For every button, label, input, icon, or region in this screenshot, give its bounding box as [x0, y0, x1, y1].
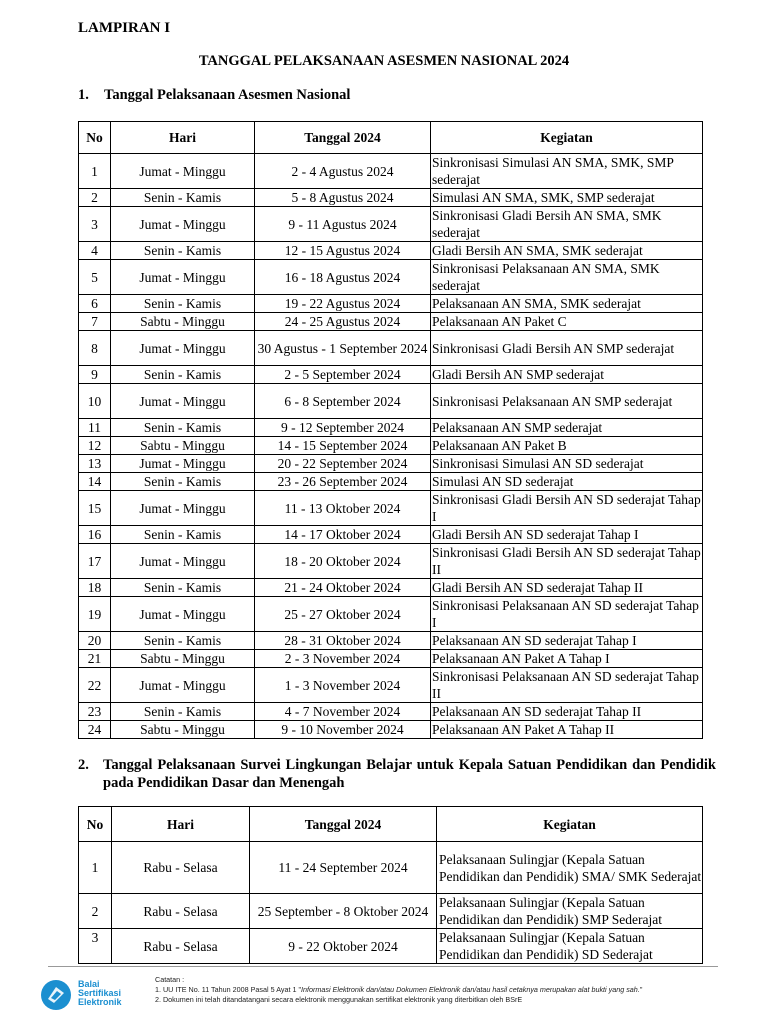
cell-tanggal: 4 - 7 November 2024 [255, 703, 431, 721]
cell-kegiatan: Pelaksanaan AN Paket A Tahap I [431, 650, 703, 668]
cell-kegiatan: Sinkronisasi Pelaksanaan AN SMP sederajat [431, 384, 703, 419]
header-kegiatan: Kegiatan [437, 807, 703, 842]
cell-no: 14 [79, 473, 111, 491]
schedule-table-asesmen [78, 121, 703, 739]
table-row [79, 473, 703, 491]
cell-kegiatan: Pelaksanaan AN SD sederajat Tahap I [431, 632, 703, 650]
catatan-label: Catatan : [155, 975, 185, 984]
table-row [79, 419, 703, 437]
table-row [79, 544, 703, 579]
cell-hari: Senin - Kamis [111, 295, 255, 313]
cell-tanggal: 5 - 8 Agustus 2024 [255, 189, 431, 207]
cell-hari: Senin - Kamis [111, 703, 255, 721]
table-row [79, 260, 703, 295]
lampiran-label: LAMPIRAN I [78, 20, 171, 36]
cell-no: 17 [79, 544, 111, 579]
cell-hari: Sabtu - Minggu [111, 721, 255, 739]
bsre-logo-text [78, 980, 122, 1007]
cell-tanggal: 11 - 13 Oktober 2024 [255, 491, 431, 526]
logo-line: Sertifikasi [78, 988, 122, 998]
table-row [79, 491, 703, 526]
cell-no: 19 [79, 597, 111, 632]
cell-no: 2 [79, 894, 112, 929]
table-row [79, 526, 703, 544]
table-row [79, 632, 703, 650]
cell-kegiatan: Sinkronisasi Gladi Bersih AN SMP sederajat [431, 331, 703, 366]
cell-tanggal: 2 - 3 November 2024 [255, 650, 431, 668]
cell-hari: Senin - Kamis [111, 473, 255, 491]
cell-kegiatan: Simulasi AN SD sederajat [431, 473, 703, 491]
cell-no: 3 [79, 929, 112, 964]
note-1: 1. UU ITE No. 11 Tahun 2008 Pasal 5 Ayat 1 "Informasi Elektronik dan/atau Dokumen Elektronik dan/atau hasil cetaknya merupakan alat bukti yang sah." [155, 985, 643, 994]
table-row [79, 650, 703, 668]
logo-line: Balai [78, 979, 100, 989]
section-2-heading [78, 756, 716, 792]
table-row [79, 929, 703, 964]
table-row [79, 384, 703, 419]
cell-no: 2 [79, 189, 111, 207]
cell-tanggal: 25 September - 8 Oktober 2024 [250, 894, 437, 929]
cell-hari: Jumat - Minggu [111, 154, 255, 189]
cell-tanggal: 23 - 26 September 2024 [255, 473, 431, 491]
logo-line: Elektronik [78, 997, 122, 1007]
cell-no: 1 [79, 154, 111, 189]
cell-kegiatan: Pelaksanaan AN Paket A Tahap II [431, 721, 703, 739]
cell-hari: Jumat - Minggu [111, 455, 255, 473]
cell-hari: Jumat - Minggu [111, 668, 255, 703]
header-hari: Hari [111, 122, 255, 154]
cell-no: 3 [79, 207, 111, 242]
table-row [79, 842, 703, 894]
table-row [79, 242, 703, 260]
cell-tanggal: 20 - 22 September 2024 [255, 455, 431, 473]
cell-no: 21 [79, 650, 111, 668]
table-row [79, 894, 703, 929]
cell-kegiatan: Sinkronisasi Pelaksanaan AN SD sederajat Tahap II [431, 668, 703, 703]
cell-kegiatan: Pelaksanaan Sulingjar (Kepala Satuan Pendidikan dan Pendidik) SMP Sederajat [437, 894, 703, 929]
cell-no: 16 [79, 526, 111, 544]
table-header-row [79, 807, 703, 842]
cell-hari: Jumat - Minggu [111, 260, 255, 295]
cell-kegiatan: Sinkronisasi Pelaksanaan AN SMA, SMK sederajat [431, 260, 703, 295]
cell-no: 1 [79, 842, 112, 894]
cell-kegiatan: Gladi Bersih AN SMA, SMK sederajat [431, 242, 703, 260]
cell-hari: Sabtu - Minggu [111, 650, 255, 668]
cell-hari: Jumat - Minggu [111, 331, 255, 366]
cell-tanggal: 25 - 27 Oktober 2024 [255, 597, 431, 632]
table-row [79, 207, 703, 242]
cell-hari: Senin - Kamis [111, 242, 255, 260]
table-row [79, 668, 703, 703]
cell-hari: Sabtu - Minggu [111, 313, 255, 331]
table-row [79, 455, 703, 473]
cell-no: 12 [79, 437, 111, 455]
header-hari: Hari [112, 807, 250, 842]
header-no: No [79, 122, 111, 154]
cell-kegiatan: Gladi Bersih AN SD sederajat Tahap I [431, 526, 703, 544]
cell-tanggal: 21 - 24 Oktober 2024 [255, 579, 431, 597]
cell-no: 10 [79, 384, 111, 419]
cell-kegiatan: Sinkronisasi Simulasi AN SD sederajat [431, 455, 703, 473]
cell-no: 7 [79, 313, 111, 331]
table-row [79, 579, 703, 597]
table-row [79, 597, 703, 632]
cell-tanggal: 11 - 24 September 2024 [250, 842, 437, 894]
table-row [79, 366, 703, 384]
note-2: 2. Dokumen ini telah ditandatangani secara elektronik menggunakan sertifikat elektronik yang diterbitkan oleh BSrE [155, 995, 523, 1004]
footer-divider [48, 966, 718, 967]
header-tanggal: Tanggal 2024 [250, 807, 437, 842]
cell-kegiatan: Pelaksanaan AN SMP sederajat [431, 419, 703, 437]
cell-no: 24 [79, 721, 111, 739]
cell-tanggal: 14 - 17 Oktober 2024 [255, 526, 431, 544]
cell-hari: Jumat - Minggu [111, 384, 255, 419]
cell-tanggal: 9 - 11 Agustus 2024 [255, 207, 431, 242]
document-title: TANGGAL PELAKSANAAN ASESMEN NASIONAL 2024 [198, 53, 570, 69]
cell-no: 11 [79, 419, 111, 437]
cell-kegiatan: Pelaksanaan AN Paket B [431, 437, 703, 455]
header-kegiatan: Kegiatan [431, 122, 703, 154]
cell-kegiatan: Gladi Bersih AN SMP sederajat [431, 366, 703, 384]
cell-tanggal: 14 - 15 September 2024 [255, 437, 431, 455]
table-header-row [79, 122, 703, 154]
table-row [79, 313, 703, 331]
cell-tanggal: 2 - 4 Agustus 2024 [255, 154, 431, 189]
cell-tanggal: 24 - 25 Agustus 2024 [255, 313, 431, 331]
cell-hari: Senin - Kamis [111, 632, 255, 650]
cell-no: 9 [79, 366, 111, 384]
section-2-number: 2. [78, 757, 89, 773]
cell-hari: Senin - Kamis [111, 189, 255, 207]
table-row [79, 331, 703, 366]
cell-tanggal: 18 - 20 Oktober 2024 [255, 544, 431, 579]
cell-kegiatan: Pelaksanaan AN SMA, SMK sederajat [431, 295, 703, 313]
cell-kegiatan: Sinkronisasi Gladi Bersih AN SMA, SMK sederajat [431, 207, 703, 242]
cell-tanggal: 9 - 22 Oktober 2024 [250, 929, 437, 964]
cell-hari: Rabu - Selasa [112, 929, 250, 964]
cell-no: 4 [79, 242, 111, 260]
header-no: No [79, 807, 112, 842]
cell-hari: Senin - Kamis [111, 419, 255, 437]
cell-tanggal: 19 - 22 Agustus 2024 [255, 295, 431, 313]
cell-no: 5 [79, 260, 111, 295]
cell-tanggal: 12 - 15 Agustus 2024 [255, 242, 431, 260]
cell-no: 22 [79, 668, 111, 703]
cell-kegiatan: Simulasi AN SMA, SMK, SMP sederajat [431, 189, 703, 207]
cell-kegiatan: Pelaksanaan AN Paket C [431, 313, 703, 331]
cell-hari: Jumat - Minggu [111, 544, 255, 579]
cell-no: 8 [79, 331, 111, 366]
cell-tanggal: 9 - 10 November 2024 [255, 721, 431, 739]
cell-hari: Rabu - Selasa [112, 894, 250, 929]
cell-hari: Senin - Kamis [111, 579, 255, 597]
bsre-logo-icon [40, 979, 72, 1011]
cell-no: 20 [79, 632, 111, 650]
cell-no: 13 [79, 455, 111, 473]
cell-kegiatan: Pelaksanaan Sulingjar (Kepala Satuan Pendidikan dan Pendidik) SD Sederajat [437, 929, 703, 964]
section-1-title: Tanggal Pelaksanaan Asesmen Nasional [104, 87, 351, 103]
cell-hari: Jumat - Minggu [111, 207, 255, 242]
cell-tanggal: 2 - 5 September 2024 [255, 366, 431, 384]
schedule-table-sulingjar [78, 806, 703, 964]
cell-hari: Senin - Kamis [111, 526, 255, 544]
cell-hari: Rabu - Selasa [112, 842, 250, 894]
cell-kegiatan: Sinkronisasi Gladi Bersih AN SD sederajat Tahap II [432, 545, 701, 577]
section-1-heading [78, 87, 350, 104]
table-row [79, 189, 703, 207]
cell-no: 18 [79, 579, 111, 597]
header-tanggal: Tanggal 2024 [255, 122, 431, 154]
cell-kegiatan: Sinkronisasi Pelaksanaan AN SD sederajat Tahap I [431, 597, 703, 632]
cell-kegiatan: Gladi Bersih AN SD sederajat Tahap II [431, 579, 703, 597]
table-row [79, 703, 703, 721]
cell-no: 23 [79, 703, 111, 721]
table-row [79, 721, 703, 739]
cell-tanggal: 9 - 12 September 2024 [255, 419, 431, 437]
cell-tanggal: 30 Agustus - 1 September 2024 [255, 331, 431, 366]
cell-no: 6 [79, 295, 111, 313]
cell-tanggal: 1 - 3 November 2024 [255, 668, 431, 703]
table-row [79, 437, 703, 455]
cell-no: 15 [79, 491, 111, 526]
table-row [79, 154, 703, 189]
cell-tanggal: 6 - 8 September 2024 [255, 384, 431, 419]
cell-hari: Sabtu - Minggu [111, 437, 255, 455]
cell-hari: Jumat - Minggu [111, 597, 255, 632]
cell-kegiatan: Pelaksanaan Sulingjar (Kepala Satuan Pendidikan dan Pendidik) SMA/ SMK Sederajat [437, 842, 703, 894]
cell-tanggal: 28 - 31 Oktober 2024 [255, 632, 431, 650]
cell-kegiatan: Sinkronisasi Gladi Bersih AN SD sederajat Tahap I [432, 492, 701, 524]
section-2-title: Tanggal Pelaksanaan Survei Lingkungan Belajar untuk Kepala Satuan Pendidikan dan Pendidik pada Pendidikan Dasar dan Menengah [103, 757, 716, 791]
cell-hari: Jumat - Minggu [111, 491, 255, 526]
cell-kegiatan: Sinkronisasi Simulasi AN SMA, SMK, SMP sederajat [431, 154, 703, 189]
section-1-number: 1. [78, 87, 89, 103]
table-row [79, 295, 703, 313]
footer-notes [155, 975, 642, 1005]
cell-tanggal: 16 - 18 Agustus 2024 [255, 260, 431, 295]
cell-hari: Senin - Kamis [111, 366, 255, 384]
cell-kegiatan: Pelaksanaan AN SD sederajat Tahap II [431, 703, 703, 721]
